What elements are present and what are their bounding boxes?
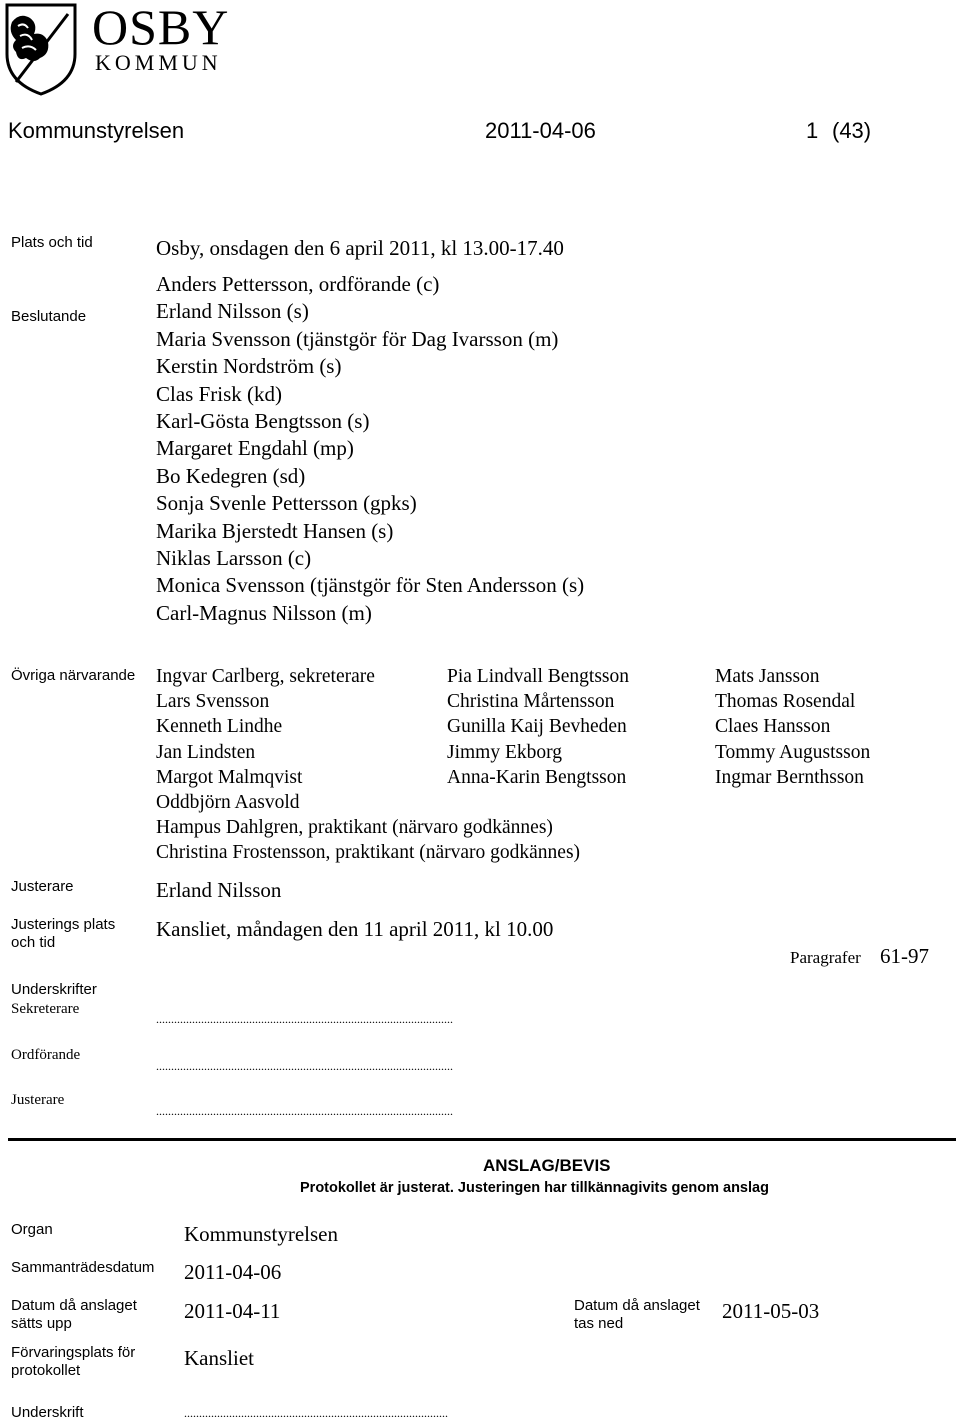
posted-date-label-line1: Datum då anslaget [11,1297,137,1314]
notice-title: ANSLAG/BEVIS [483,1156,611,1175]
logo-subtitle: KOMMUN [95,50,222,75]
storage-label-line2: protokollet [11,1362,81,1379]
section-divider [8,1138,956,1141]
others-present-person: Lars Svensson [156,691,270,713]
others-present-person: Christina Mårtensson [447,691,615,713]
header-date: 2011-04-06 [485,118,596,143]
decision-member: Anders Pettersson, ordförande (c) [156,272,440,296]
others-column-3 [715,664,870,790]
paragraphs-value: 61-97 [880,944,929,968]
others-present-person: Ingvar Carlberg, sekreterare [156,666,375,687]
decision-member: Erland Nilsson (s) [156,299,309,324]
adjuster-label: Justerare [11,878,74,895]
paragraphs-label: Paragrafer [790,948,861,967]
others-present-person: Tommy Augustsson [715,741,871,763]
logo-name: OSBY [92,0,230,55]
others-present-person: Pia Lindvall Bengtsson [447,666,629,687]
header-page-total: (43) [832,118,872,143]
chair-label: Ordförande [11,1047,81,1063]
adjust-place-label-line1: Justerings plats [11,916,116,933]
removed-date-value: 2011-05-03 [722,1299,820,1323]
meeting-date-value: 2011-04-06 [184,1260,282,1284]
others-present-person: Anna-Karin Bengtsson [447,766,627,788]
decision-member: Clas Frisk (kd) [156,381,282,406]
others-present-person: Christina Frostensson, praktikant (närvaro godkännes) [156,842,581,864]
others-extra-list [156,790,580,866]
decision-member: Karl-Gösta Bengtsson (s) [156,409,370,434]
notice-subtitle: Protokollet är justerat. Justeringen har tillkännagivits genom anslag [300,1180,769,1196]
secretary-label: Sekreterare [11,1001,80,1017]
decision-makers-list [156,271,584,627]
decision-member: Carl-Magnus Nilsson (m) [156,600,372,625]
place-time-label: Plats och tid [11,234,93,251]
chair-signature-line: ................................................................................................... [156,1059,453,1073]
posted-date-label-line2: sätts upp [11,1315,72,1332]
adjuster-signature-label: Justerare [11,1092,65,1108]
removed-date-label-line2: tas ned [574,1315,624,1332]
others-present-person: Kenneth Lindhe [156,716,283,738]
adjust-place-value: Kansliet, måndagen den 11 april 2011, kl 10.00 [156,917,554,941]
header-page-number: 1 [806,118,819,143]
others-column-1 [156,664,375,790]
decision-member: Niklas Larsson (c) [156,546,312,571]
others-present-person: Jan Lindsten [156,741,256,763]
posted-date-value: 2011-04-11 [184,1299,281,1323]
secretary-signature-line: ................................................................................................... [156,1012,453,1026]
meeting-date-label: Sammanträdesdatum [11,1259,155,1276]
others-column-2 [447,664,629,790]
others-present-person: Claes Hansson [715,716,831,738]
notice-signature-line: ........................................................................................ [184,1406,448,1420]
storage-value: Kansliet [184,1346,254,1370]
others-present-person: Jimmy Ekborg [447,741,563,763]
adjust-place-label-line2: och tid [11,934,56,951]
others-present-person: Mats Jansson [715,666,820,687]
header-body-name: Kommunstyrelsen [8,118,185,143]
decision-member: Sonja Svenle Pettersson (gpks) [156,491,417,516]
others-present-person: Ingmar Bernthsson [715,766,864,788]
others-present-person: Hampus Dahlgren, praktikant (närvaro godkännes) [156,817,553,839]
place-time-value: Osby, onsdagen den 6 april 2011, kl 13.00-17.40 [156,236,564,260]
others-present-person: Oddbjörn Aasvold [156,792,300,813]
organ-label: Organ [11,1221,53,1238]
decision-member: Margaret Engdahl (mp) [156,436,354,461]
osby-coat-of-arms-logo [4,2,78,96]
removed-date-label-line1: Datum då anslaget [574,1297,700,1314]
decision-member: Monica Svensson (tjänstgör för Sten Andersson (s) [156,573,585,598]
signature-label: Underskrift [11,1404,84,1421]
decision-member: Maria Svensson (tjänstgör för Dag Ivarsson (m) [156,326,559,351]
signatures-label: Underskrifter [11,981,97,998]
others-present-person: Gunilla Kaij Bevheden [447,716,627,738]
decision-member: Bo Kedegren (sd) [156,463,306,488]
storage-label-line1: Förvaringsplats för [11,1344,136,1361]
adjuster-signature-line: ................................................................................................... [156,1104,453,1118]
others-present-person: Thomas Rosendal [715,691,856,713]
decision-member: Marika Bjerstedt Hansen (s) [156,518,394,543]
decision-makers-label: Beslutande [11,308,87,325]
organ-value: Kommunstyrelsen [184,1222,338,1246]
adjuster-value: Erland Nilsson [156,878,282,902]
others-present-person: Margot Malmqvist [156,766,303,788]
decision-member: Kerstin Nordström (s) [156,354,342,379]
others-present-label: Övriga närvarande [11,667,136,684]
